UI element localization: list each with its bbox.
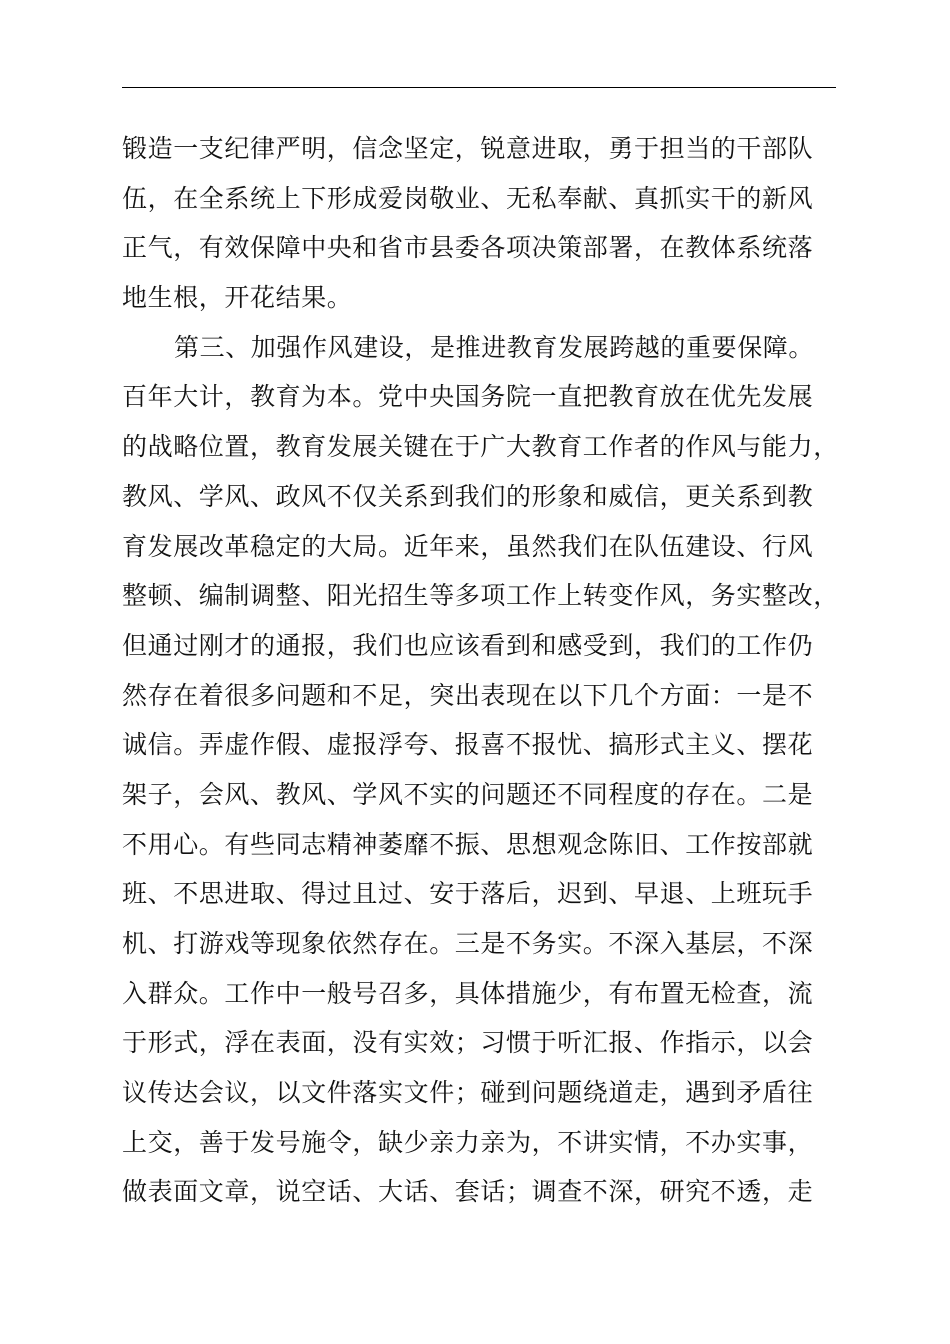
- text-line: 班、不思进取、得过且过、安于落后，迟到、早退、上班玩手: [122, 879, 814, 909]
- section-heading-line: 第三、加强作风建设，是推进教育发展跨越的重要保障。: [174, 332, 815, 362]
- text-line: 的战略位置，教育发展关键在于广大教育工作者的作风与能力，: [122, 432, 839, 462]
- text-line: 入群众。工作中一般号召多，具体措施少，有布置无检查，流: [122, 978, 814, 1008]
- text-line: 百年大计，教育为本。党中央国务院一直把教育放在优先发展: [122, 382, 814, 412]
- text-line: 然存在着很多问题和不足，突出表现在以下几个方面：一是不: [122, 680, 814, 710]
- text-line: 议传达会议，以文件落实文件；碰到问题绕道走，遇到矛盾往: [122, 1078, 814, 1108]
- text-line: 做表面文章，说空话、大话、套话；调查不深，研究不透，走: [122, 1177, 814, 1207]
- text-line: 整顿、编制调整、阳光招生等多项工作上转变作风，务实整改，: [122, 581, 839, 611]
- text-line: 锻造一支纪律严明，信念坚定，锐意进取，勇于担当的干部队: [122, 134, 814, 163]
- text-line: 机、打游戏等现象依然存在。三是不务实。不深入基层，不深: [122, 929, 814, 958]
- text-line: 伍，在全系统上下形成爱岗敬业、无私奉献、真抓实干的新风: [122, 183, 814, 213]
- text-line: 但通过刚才的通报，我们也应该看到和感受到，我们的工作仍: [122, 630, 814, 660]
- text-line: 教风、学风、政风不仅关系到我们的形象和威信，更关系到教: [122, 481, 814, 511]
- text-line: 上交，善于发号施令，缺少亲力亲为，不讲实情，不办实事，: [122, 1127, 814, 1157]
- text-line: 正气，有效保障中央和省市县委各项决策部署，在教体系统落: [122, 233, 814, 263]
- text-line: 架子，会风、教风、学风不实的问题还不同程度的存在。二是: [122, 779, 814, 809]
- header-rule: [122, 87, 836, 88]
- text-line: 育发展改革稳定的大局。近年来，虽然我们在队伍建设、行风: [122, 531, 814, 561]
- text-line: 于形式，浮在表面，没有实效；习惯于听汇报、作指示，以会: [122, 1028, 814, 1058]
- body-text: [122, 124, 862, 1217]
- text-line: 不用心。有些同志精神萎靡不振、思想观念陈旧、工作按部就: [122, 829, 814, 859]
- text-line: 地生根，开花结果。: [122, 283, 353, 313]
- text-line: 诚信。弄虚作假、虚报浮夸、报喜不报忧、搞形式主义、摆花: [122, 730, 814, 760]
